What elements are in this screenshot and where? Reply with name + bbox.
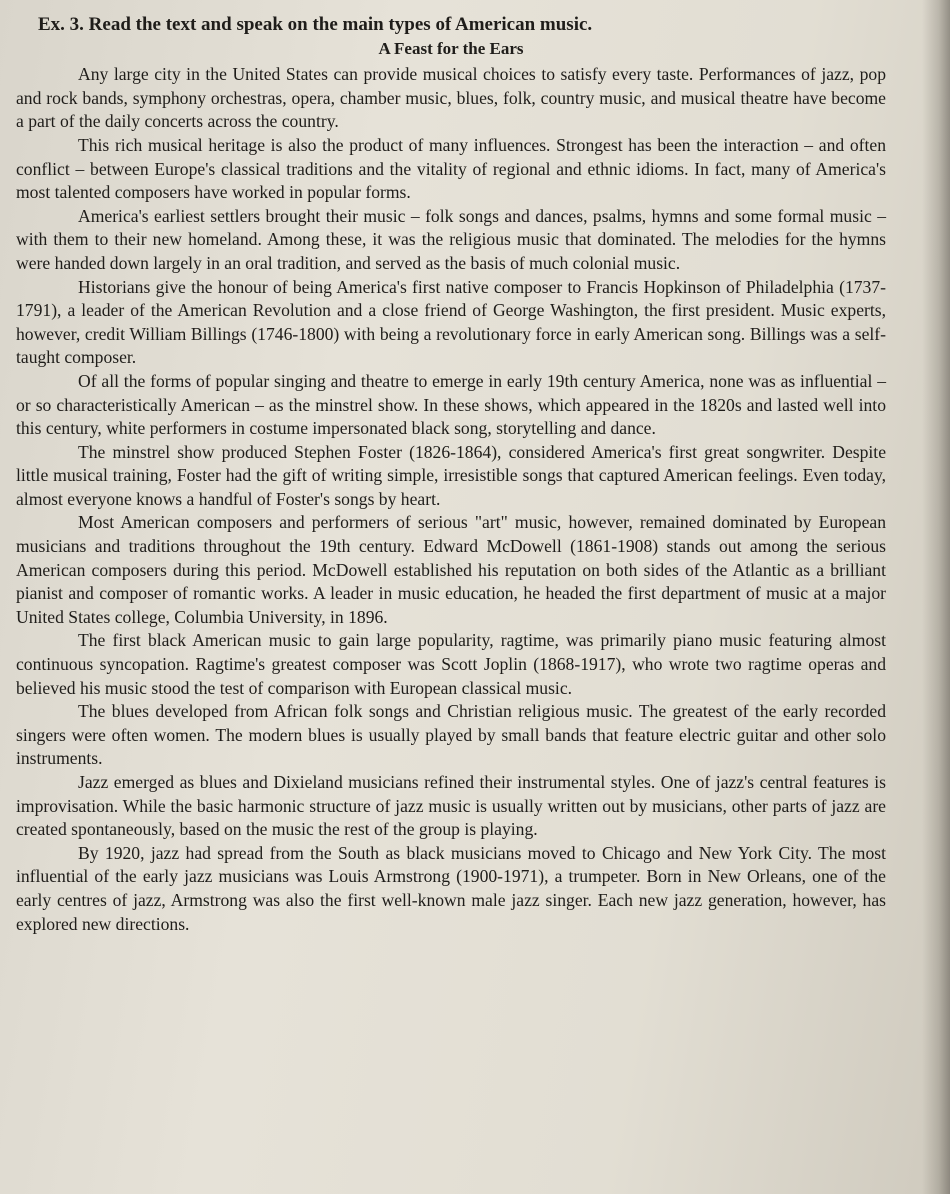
paragraph-10: Jazz emerged as blues and Dixieland musicians refined their instrumental styles. One of jazz's central features is improvisation. While the basic harmonic structure of jazz music is usually written out by musicians, other parts of jazz are created spontaneously, based on the music the rest of the group is playing.	[16, 772, 886, 840]
article-title: A Feast for the Ears	[378, 38, 524, 58]
exercise-heading: Ex. 3. Read the text and speak on the main types of American music.	[38, 14, 593, 35]
document-page	[16, 14, 886, 936]
paragraph-8: The first black American music to gain large popularity, ragtime, was primarily piano music featuring almost continuous syncopation. Ragtime's greatest composer was Scott Joplin (1868-1917), who wrote two ragtime operas and believed his music stood the test of comparison with European classical music.	[16, 630, 886, 698]
paragraph-3: America's earliest settlers brought their music – folk songs and dances, psalms, hymns and some formal music – with them to their new homeland. Among these, it was the religious music that dominated. The melodies for the hymns were handed down largely in an oral tradition, and served as the basis of much colonial music.	[16, 205, 886, 273]
paragraph-7: Most American composers and performers of serious "art" music, however, remained dominated by European musicians and traditions throughout the 19th century. Edward McDowell (1861-1908) stands out among the serious American composers during this period. McDowell established his reputation on both sides of the Atlantic as a brilliant pianist and composer of romantic works. A leader in music education, he headed the first department of music at a major United States college, Columbia University, in 1896.	[16, 512, 886, 627]
paragraph-11: By 1920, jazz had spread from the South as black musicians moved to Chicago and New York City. The most influential of the early jazz musicians was Louis Armstrong (1900-1971), a trumpeter. Born in New Orleans, one of the early centres of jazz, Armstrong was also the first well-known male jazz singer. Each new jazz generation, however, has explored new directions.	[16, 842, 886, 934]
paragraph-2: This rich musical heritage is also the product of many influences. Strongest has been the interaction – and often conflict – between Europe's classical traditions and the vitality of regional and ethnic idioms. In fact, many of America's most talented composers have worked in popular forms.	[16, 134, 886, 203]
paragraph-6: The minstrel show produced Stephen Foster (1826-1864), considered America's first great songwriter. Despite little musical training, Foster had the gift of writing simple, irresistible songs that captured American feelings. Even today, almost everyone knows a handful of Foster's songs by heart.	[16, 441, 886, 509]
paragraph-9: The blues developed from African folk songs and Christian religious music. The greatest of the early recorded singers were often women. The modern blues is usually played by small bands that feature electric guitar and other solo instruments.	[16, 701, 886, 769]
page-edge-shadow	[922, 0, 950, 1194]
paragraph-4: Historians give the honour of being America's first native composer to Francis Hopkinson of Philadelphia (1737-1791), a leader of the American Revolution and a close friend of George Washington, the first president. Music experts, however, credit William Billings (1746-1800) with being a revolutionary force in early American song. Billings was a self-taught composer.	[16, 276, 886, 368]
paragraph-1: Any large city in the United States can provide musical choices to satisfy every taste. Performances of jazz, pop and rock bands, symphony orchestras, opera, chamber music, blues, folk, country music, and musical theatre have become a part of the daily concerts across the country.	[16, 64, 886, 132]
paragraph-5: Of all the forms of popular singing and theatre to emerge in early 19th century America, none was as influential – or so characteristically American – as the minstrel show. In these shows, which appeared in the 1820s and lasted well into this century, white performers in costume impersonated black song, storytelling and dance.	[16, 370, 886, 439]
